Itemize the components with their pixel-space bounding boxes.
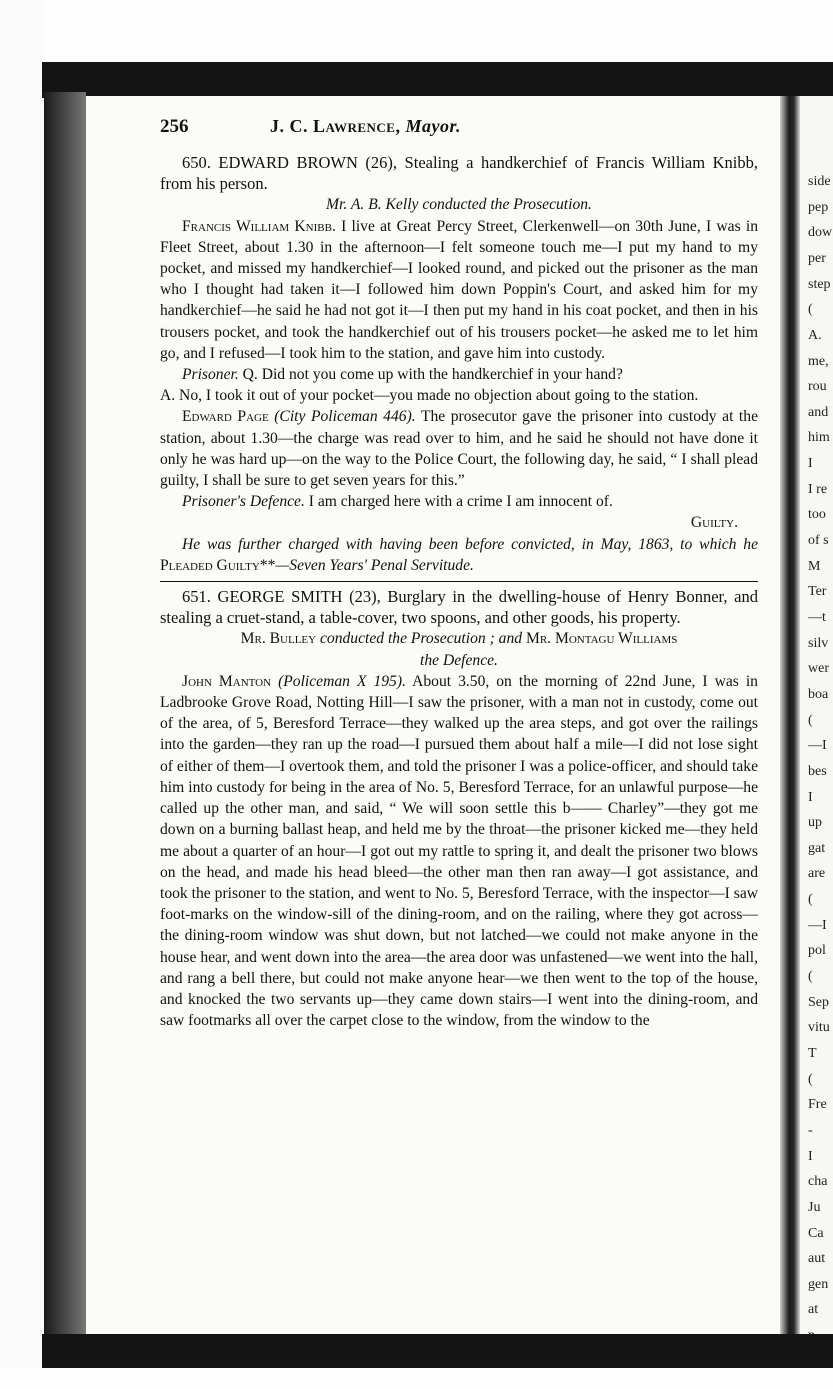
adjacent-page-fragment: Ju — [808, 1199, 821, 1215]
case-650-further-charge — [160, 534, 758, 576]
prisoner-label: Prisoner. — [182, 366, 239, 384]
adjacent-page-fragment: ( — [808, 969, 813, 985]
book-page — [86, 96, 780, 1334]
adjacent-page-fragment: wer — [808, 661, 829, 677]
adjacent-page-fragment: —t — [808, 609, 826, 625]
case-650-witness-testimony — [160, 216, 758, 364]
defence-text: I am charged here with a crime I am innocent of. — [308, 493, 613, 511]
adjacent-page-fragment: bes — [808, 763, 827, 779]
case-650-heading: 650. EDWARD BROWN (26), Stealing a handkerchief of Francis William Knibb, from his person. — [160, 153, 758, 194]
adjacent-page-fragment: too — [808, 507, 826, 523]
adjacent-page-edge — [800, 96, 833, 1334]
case-650-prisoner-question — [160, 364, 758, 385]
adjacent-page-fragment: I — [808, 789, 813, 805]
running-head — [270, 116, 461, 137]
adjacent-page-fragment: —I — [808, 738, 827, 754]
book-bottom-edge — [42, 1334, 833, 1368]
witness-text: About 3.50, on the morning of 22nd June, I was in Ladbrooke Grove Road, Notting Hill—I saw the prisoner, with a man not in custody, come out of the area, of 5, Beresford Terrace—they walked up the area steps, and got over the railings into the garden—they ran up the road—I pursued them about half a mile—I did not lose sight of either of them—I overtook them, and told the prisoner I was a police-officer, and should take him into custody for being in the area of No. 5, Beresford Terrace, for an unlawful purpose—he called up the other man, and said, “ We will soon settle this b—— Charley”—they got me down on a burning ballast heap, and held me by the throat—the prisoner kicked me—they held me about a quarter of an hour—I got out my rattle to spring it, and dealt the prisoner two blows on the head, and made his head bleed—the other man then ran away—I got assistance, and took the prisoner to the station, and went to No. 5, Beresford Terrace, with the inspector—I saw foot-marks on the window-sill of the dining-room, and on the railing, where they got across—the dining-room window was shut down, but not latched—we could not make anyone in the house hear, and went down into the area—the area door was unfastened—we went into the hall, and rang a bell there, but could not make anyone hear—we then went to the top of the house, and knocked the two servants up—they came down stairs—I went into the dining-room, and saw footmarks all over the carpet close to the window, from the window to the — [160, 672, 758, 1030]
adjacent-page-fragment: him — [808, 430, 830, 446]
case-divider — [160, 581, 758, 582]
witness2-name: Edward Page — [182, 408, 269, 426]
adjacent-page-fragment: at — [808, 1302, 819, 1318]
adjacent-page-fragment: A. — [808, 327, 822, 343]
case-650-defence — [160, 491, 758, 512]
defence-label: Prisoner's Defence. — [182, 493, 305, 511]
book-gutter — [780, 96, 800, 1336]
adjacent-page-fragment: I — [808, 1148, 813, 1164]
sentence: —Seven Years' Penal Servitude. — [275, 556, 474, 574]
page-header — [160, 116, 758, 144]
page-content — [160, 116, 758, 1031]
scan-bottom-margin — [0, 1368, 833, 1389]
scan-top-margin — [0, 0, 833, 68]
adjacent-page-fragment: me, — [808, 353, 829, 369]
adjacent-page-fragment: per — [808, 250, 826, 266]
witness-name: Francis William Knibb. — [182, 217, 336, 235]
adjacent-page-fragment: pep — [808, 199, 829, 215]
witness-text: I live at Great Percy Street, Clerkenwell—on 30th June, I was in Fleet Street, about 1.30 in the afternoon—I felt someone touch me—I put my hand to my pocket, and missed my handkerchief—I looked round, and picked out the prisoner as the man who I thought had taken it—I followed him down Poppin's Court, and asked him for my handkerchief—he said he had not got it—I then put my hand in his coat pocket, and then in his trousers pocket, and took the handkerchief out of his trousers pocket—he asked me to let him go, and I refused—I took him to the station, and gave him into custody. — [160, 217, 758, 362]
adjacent-page-fragment: gen — [808, 1276, 829, 1292]
counsel-connector: conducted the Prosecution ; and — [319, 630, 523, 648]
adjacent-page-fragment: cha — [808, 1174, 828, 1190]
case-651-heading: 651. GEORGE SMITH (23), Burglary in the dwelling-house of Henry Bonner, and stealing a cruet-stand, a table-cover, two spoons, and other goods, his property. — [160, 587, 758, 628]
case-651-counsel — [160, 628, 758, 670]
book-left-edge — [44, 92, 86, 1340]
witness2-role: (City Policeman 446). — [274, 408, 416, 426]
adjacent-page-fragment: Fre — [808, 1097, 827, 1113]
witness2-text: The prosecutor gave the prisoner into custody at the station, about 1.30—the charge was read over to him, and he said he should not have done it only he was hard up—on the way to the Police Court, the following day, he said, “ I shall plead guilty, I shall be sure to get seven years for this.” — [160, 408, 758, 490]
page-number: 256 — [160, 116, 189, 137]
adjacent-page-fragment: Sep — [808, 994, 829, 1010]
book-top-edge — [42, 62, 833, 98]
adjacent-page-fragment: ( — [808, 302, 813, 318]
case-650-prosecution: Mr. A. B. Kelly conducted the Prosecution. — [326, 196, 592, 214]
case-650-verdict: Guilty. — [690, 514, 738, 532]
case-651-witness-testimony — [160, 671, 758, 1031]
counsel-end: the Defence. — [420, 651, 498, 669]
prosecution-counsel: Mr. Bulley — [240, 630, 317, 648]
adjacent-page-fragment: step — [808, 276, 831, 292]
case-650-second-witness — [160, 406, 758, 491]
prisoner-question: Q. Did not you come up with the handkerchief in your hand? — [242, 366, 623, 384]
adjacent-page-fragment: M — [808, 558, 821, 574]
adjacent-page-fragment: rou — [808, 379, 827, 395]
adjacent-page-fragment: aut — [808, 1251, 826, 1267]
case-650-answer: A. No, I took it out of your pocket—you made no objection about going to the station. — [160, 387, 699, 405]
adjacent-page-fragment: - — [808, 1122, 813, 1138]
adjacent-page-fragment: up — [808, 815, 822, 831]
adjacent-page-fragment: vitu — [808, 1020, 830, 1036]
adjacent-page-fragment: ( — [808, 892, 813, 908]
adjacent-page-fragment: are — [808, 866, 826, 882]
pleaded-guilty: Pleaded Guilty** — [160, 556, 276, 574]
adjacent-page-fragment: ( — [808, 712, 813, 728]
adjacent-page-fragment: pol — [808, 943, 826, 959]
adjacent-page-fragment: dow — [808, 225, 833, 241]
adjacent-page-fragment: of s — [808, 533, 829, 549]
adjacent-page-fragment: Ca — [808, 1225, 824, 1241]
adjacent-page-fragment: Ter — [808, 584, 827, 600]
further-charge-text: He was further charged with having been before convicted, in May, 1863, to which he — [182, 535, 758, 553]
adjacent-page-fragment: side — [808, 174, 831, 189]
running-head-title: Mayor. — [405, 116, 461, 136]
adjacent-page-fragment: I re — [808, 481, 828, 497]
adjacent-page-fragment: and — [808, 404, 829, 420]
witness-name: John Manton — [182, 672, 272, 690]
adjacent-page-fragment: T — [808, 1045, 817, 1061]
adjacent-page-fragment: gat — [808, 840, 826, 856]
adjacent-page-fragment: silv — [808, 635, 829, 651]
adjacent-page-fragment: —I — [808, 917, 827, 933]
adjacent-page-fragment: boa — [808, 686, 829, 702]
scan-left-margin — [0, 0, 44, 1389]
defence-counsel: Mr. Montagu Williams — [525, 630, 678, 648]
running-head-name: J. C. Lawrence, — [270, 116, 401, 136]
witness-role: (Policeman X 195). — [278, 672, 406, 690]
adjacent-page-fragment: I — [808, 456, 813, 472]
adjacent-page-fragment: ( — [808, 1071, 813, 1087]
